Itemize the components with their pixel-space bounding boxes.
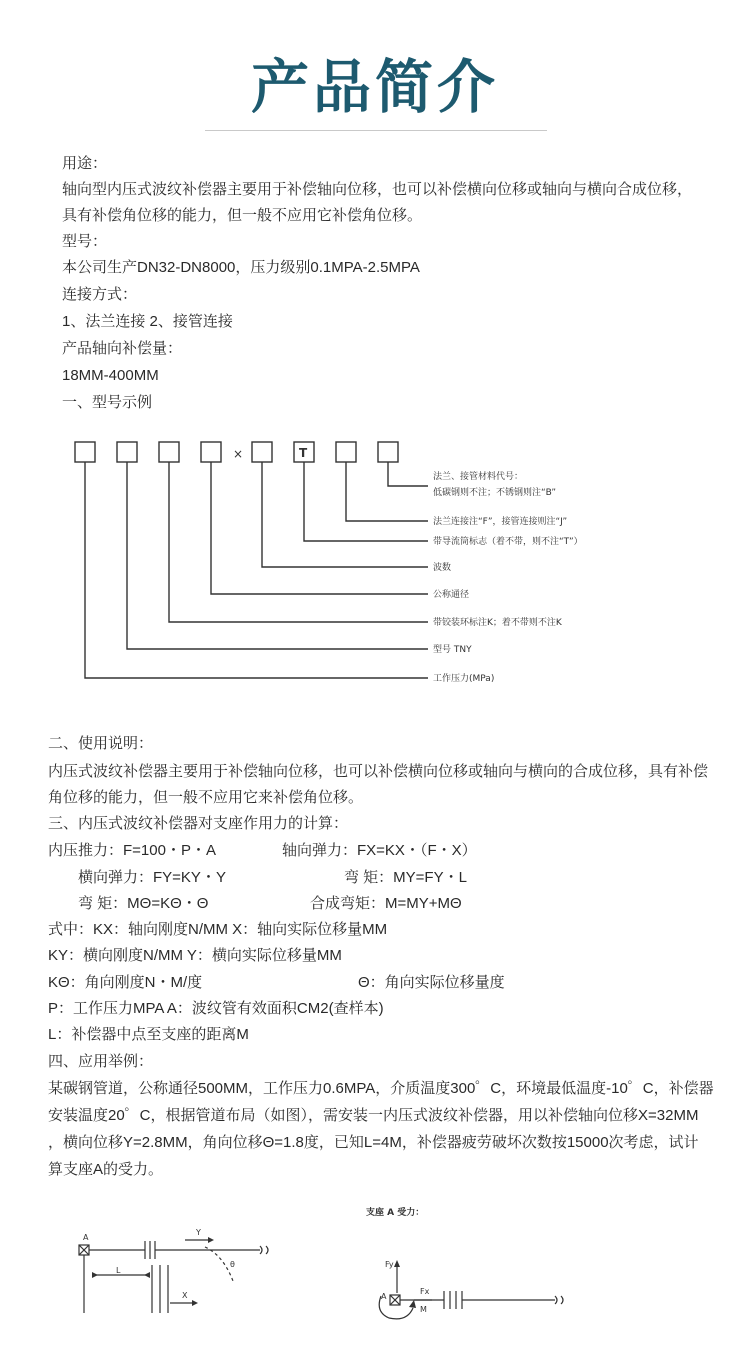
definition-ky: KY：横向刚度N/MM Y：横向实际位移量MM: [48, 947, 342, 964]
purpose-label: 用途：: [62, 155, 108, 172]
formula-moment-y: 弯 矩：MY=FY・L: [344, 869, 467, 886]
formula-moment-theta: 弯 矩：MΘ=KΘ・Θ: [78, 895, 209, 912]
label-model-tny: 型号 TNY: [433, 645, 472, 655]
left-label-y: Y: [196, 1228, 201, 1237]
label-nominal-diameter: 公称通径: [433, 590, 470, 600]
application-line-4: 算支座A的受力。: [48, 1161, 164, 1178]
right-label-m: M: [420, 1305, 427, 1314]
left-sketch-arrows: [92, 1237, 214, 1306]
title-divider: [205, 130, 547, 131]
label-wave-count: 波数: [433, 563, 452, 573]
connection-text: 1、法兰连接 2、接管连接: [62, 313, 233, 330]
application-line-2: 安装温度20゜C，根据管道布局（如图），需安装一内压式波纹补偿器，用以补偿轴向位移X=32MM: [48, 1107, 699, 1124]
times-sign: ×: [233, 447, 244, 461]
bottom-diagrams: [0, 1195, 750, 1355]
left-label-l: L: [116, 1266, 121, 1275]
calc-heading: 三、内压式波纹补偿器对支座作用力的计算：: [48, 815, 349, 832]
label-working-pressure: 工作压力(MPa): [433, 674, 495, 684]
compensation-text: 18MM-400MM: [62, 367, 159, 384]
model-code-diagram: [0, 430, 750, 700]
label-connection-code: 法兰连接注“F”，接管连接则注“J”: [433, 517, 568, 527]
usage-heading: 二、使用说明：: [48, 735, 154, 752]
definition-ktheta: KΘ：角向刚度N・M/度: [48, 974, 203, 991]
left-label-x: X: [182, 1291, 188, 1300]
left-label-theta: θ: [230, 1260, 235, 1269]
label-material: 法兰、接管材料代号：: [433, 472, 524, 482]
code-box-8: [378, 442, 398, 462]
code-box-7: [336, 442, 356, 462]
purpose-line-2: 具有补偿角位移的能力，但一般不应用它补偿角位移。: [62, 207, 423, 224]
code-box-3: [159, 442, 179, 462]
usage-line-2: 角位移的能力，但一般不应用它来补偿角位移。: [48, 789, 364, 806]
application-line-3: ，横向位移Y=2.8MM，角向位移Θ=1.8度，已知L=4M，补偿器疲劳破坏次数按15000次考虑，试计: [48, 1134, 699, 1151]
page-title: 产品简介: [250, 53, 499, 121]
formula-lateral-spring: 横向弹力：FY=KY・Y: [78, 869, 226, 886]
box-t-letter: T: [299, 446, 308, 460]
application-line-1: 某碳钢管道，公称通径500MM，工作压力0.6MPA，介质温度300゜C，环境最低温度-10゜C，补偿器: [48, 1080, 714, 1097]
example-heading: 一、型号示例: [62, 394, 153, 411]
usage-line-1: 内压式波纹补偿器主要用于补偿轴向位移，也可以补偿横向位移或轴向与横向的合成位移，具有补偿: [48, 763, 709, 780]
code-box-1: [75, 442, 95, 462]
right-label-fx: Fx: [420, 1287, 430, 1296]
formula-combined-moment: 合成弯矩：M=MY+MΘ: [310, 895, 462, 912]
formula-axial-spring: 轴向弹力：FX=KX・（F・X）: [282, 842, 477, 859]
application-heading: 四、应用举例：: [48, 1053, 154, 1070]
label-guide-sleeve: 带导流筒标志（着不带，则不注“T”）: [433, 537, 583, 547]
model-label: 型号：: [62, 233, 108, 250]
right-label-fy: Fy: [385, 1260, 394, 1269]
force-title: 支座 A 受力：: [366, 1208, 425, 1218]
definition-l: L：补偿器中点至支座的距离M: [48, 1026, 249, 1043]
definition-kx: 式中：KX：轴向刚度N/MM X：轴向实际位移量MM: [48, 921, 388, 938]
definition-p-a: P：工作压力MPA A：波纹管有效面积CM2(查样本): [48, 1000, 384, 1017]
left-pipeline-sketch: [79, 1240, 268, 1313]
code-box-5: [252, 442, 272, 462]
definition-theta: Θ：角向实际位移量度: [358, 974, 505, 991]
right-label-a: A: [381, 1292, 387, 1301]
right-force-sketch: [379, 1267, 563, 1319]
code-box-4: [201, 442, 221, 462]
compensation-label: 产品轴向补偿量：: [62, 340, 183, 357]
left-label-a: A: [83, 1233, 89, 1242]
label-material-note: 低碳钢则不注；不锈钢则注“B”: [433, 488, 557, 498]
connection-label: 连接方式：: [62, 286, 138, 303]
code-box-2: [117, 442, 137, 462]
label-hinge-ring: 带铰装环标注K；着不带则不注K: [433, 618, 562, 628]
purpose-line-1: 轴向型内压式波纹补偿器主要用于补偿轴向位移，也可以补偿横向位移或轴向与横向合成位移，: [62, 181, 693, 198]
model-text: 本公司生产DN32-DN8000，压力级别0.1MPA-2.5MPA: [62, 259, 420, 276]
formula-pressure-thrust: 内压推力：F=100・P・A: [48, 842, 216, 859]
